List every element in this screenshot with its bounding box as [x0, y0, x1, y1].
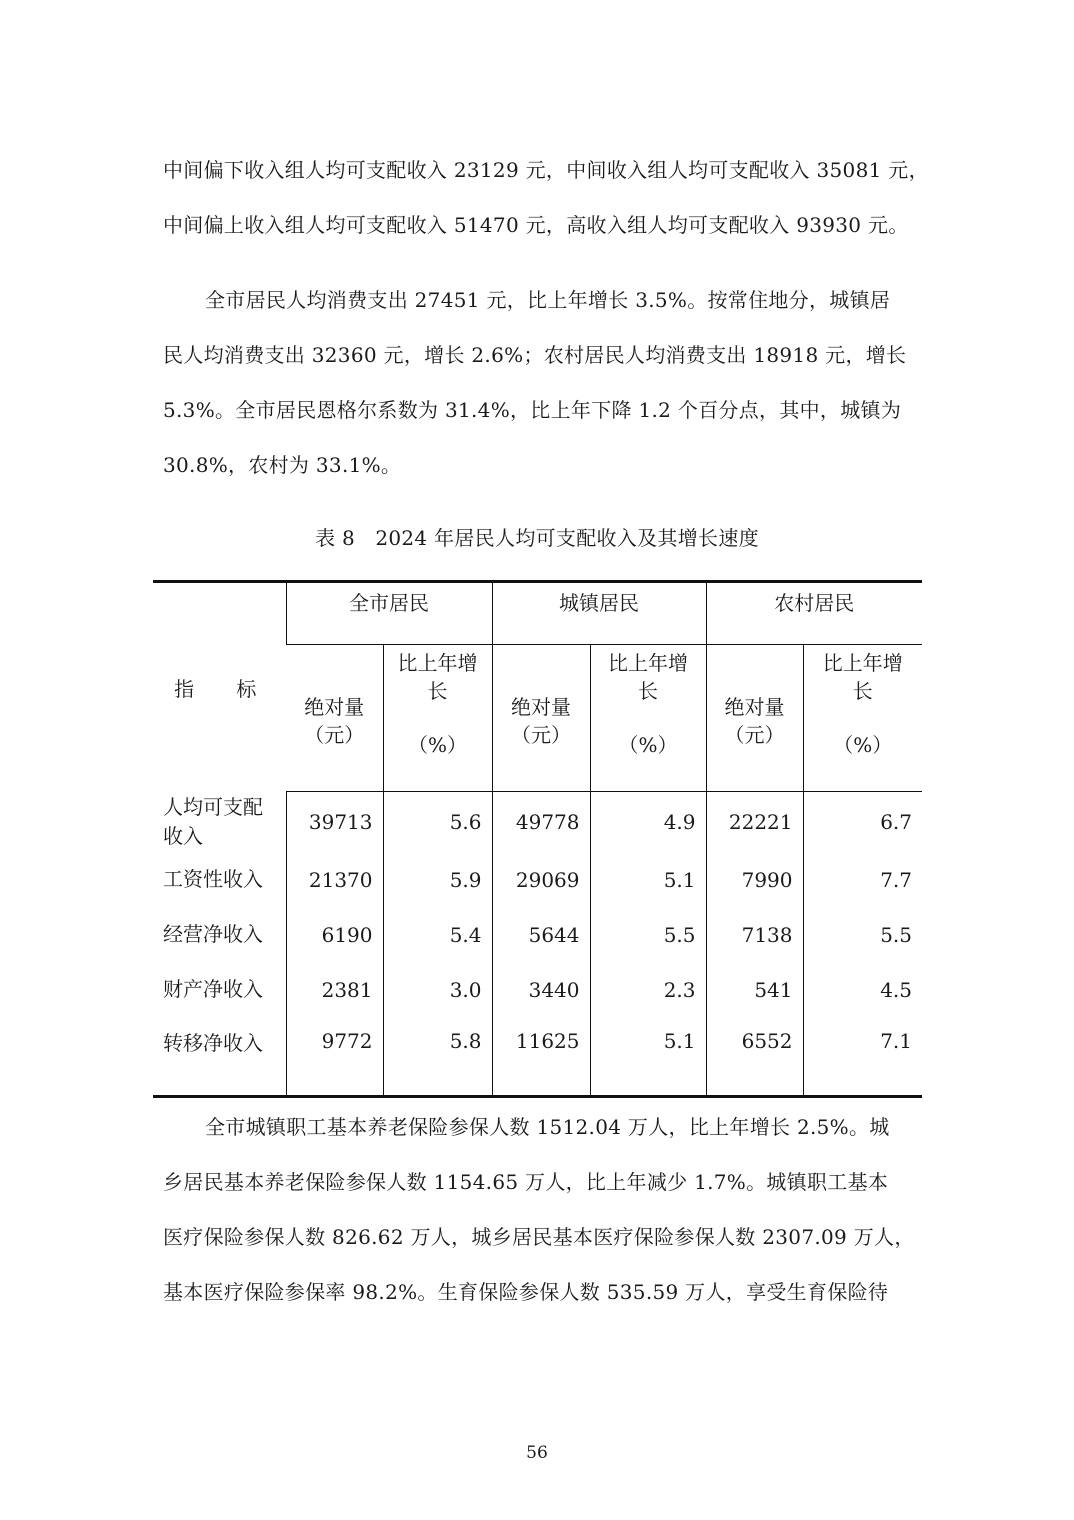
cell-value: 4.5 [803, 962, 922, 1017]
cell-value: 7.7 [803, 852, 922, 907]
subheader-growth-label: 比上年增 [608, 651, 688, 675]
cell-value: 7138 [706, 907, 803, 962]
subheader-absolute-unit: （元） [304, 723, 365, 747]
indicator-header: 指 标 [174, 676, 275, 701]
cell-value: 6552 [706, 1017, 803, 1097]
cell-value: 5.4 [383, 907, 492, 962]
paragraph-social-insurance [163, 1100, 913, 1320]
row-label: 工资性收入 [163, 867, 263, 891]
cell-value: 5.9 [383, 852, 492, 907]
subheader-absolute-label: 绝对量 [511, 695, 571, 719]
paragraph-consumption [163, 273, 913, 493]
row-label: 转移净收入 [163, 1031, 263, 1055]
cell-value: 9772 [286, 1017, 383, 1097]
cell-value: 2.3 [590, 962, 706, 1017]
subheader-absolute-unit: （元） [511, 723, 571, 747]
subheader-growth-unit: （%） [833, 733, 893, 757]
cell-value: 4.9 [590, 792, 706, 853]
cell-value: 5.5 [803, 907, 922, 962]
cell-value: 541 [706, 962, 803, 1017]
table-row [153, 907, 922, 962]
cell-value: 11625 [492, 1017, 590, 1097]
subheader-absolute-unit: （元） [724, 723, 785, 747]
table-row [153, 792, 922, 853]
subheader-growth-unit: （%） [407, 733, 467, 757]
subheader-growth [803, 645, 922, 792]
table-row [153, 852, 922, 907]
cell-value: 3.0 [383, 962, 492, 1017]
row-label: 经营净收入 [163, 922, 263, 946]
text-line: 中间偏下收入组人均可支配收入 23129 元，中间收入组人均可支配收入 35081 元， [163, 158, 929, 182]
subheader-growth [590, 645, 706, 792]
subheader-growth-unit: （%） [618, 733, 678, 757]
group-header-urban: 城镇居民 [492, 582, 706, 645]
cell-value: 5644 [492, 907, 590, 962]
cell-value: 5.1 [590, 852, 706, 907]
subheader-absolute [492, 645, 590, 792]
group-header-rural: 农村居民 [706, 582, 922, 645]
cell-value: 5.1 [590, 1017, 706, 1097]
subheader-growth-label: 比上年增 [822, 651, 903, 675]
table-caption: 表 8 2024 年居民人均可支配收入及其增长速度 [315, 526, 759, 550]
text-line: 中间偏上收入组人均可支配收入 51470 元，高收入组人均可支配收入 93930 元。 [163, 213, 909, 237]
subheader-absolute [286, 645, 383, 792]
row-label [153, 792, 286, 853]
cell-value: 29069 [492, 852, 590, 907]
text-line: 基本医疗保险参保率 98.2%。生育保险参保人数 535.59 万人，享受生育保险待 [163, 1280, 889, 1304]
text-line: 全市城镇职工基本养老保险参保人数 1512.04 万人，比上年增长 2.5%。城 [205, 1115, 890, 1139]
cell-value: 6.7 [803, 792, 922, 853]
text-line: 30.8%，农村为 33.1%。 [163, 453, 402, 477]
text-line: 医疗保险参保人数 826.62 万人，城乡居民基本医疗保险参保人数 2307.09 万人， [163, 1225, 915, 1249]
subheader-growth-label: 长 [852, 679, 873, 703]
cell-value: 5.6 [383, 792, 492, 853]
text-line: 乡居民基本养老保险参保人数 1154.65 万人，比上年减少 1.7%。城镇职工基本 [163, 1170, 889, 1194]
row-label: 财产净收入 [163, 977, 263, 1001]
cell-value: 6190 [286, 907, 383, 962]
subheader-growth [383, 645, 492, 792]
group-header-city: 全市居民 [286, 582, 492, 645]
table-row [153, 1017, 922, 1097]
cell-value: 21370 [286, 852, 383, 907]
subheader-absolute-label: 绝对量 [304, 695, 365, 719]
cell-value: 3440 [492, 962, 590, 1017]
page-number: 56 [526, 1443, 548, 1463]
cell-value: 39713 [286, 792, 383, 853]
text-line: 民人均消费支出 32360 元，增长 2.6%；农村居民人均消费支出 18918 元，增长 [163, 343, 907, 367]
text-line: 5.3%。全市居民恩格尔系数为 31.4%，比上年下降 1.2 个百分点，其中，城镇为 [163, 398, 902, 422]
cell-value: 7.1 [803, 1017, 922, 1097]
cell-value: 5.8 [383, 1017, 492, 1097]
cell-value: 2381 [286, 962, 383, 1017]
income-table [153, 580, 922, 1098]
subheader-absolute-label: 绝对量 [724, 695, 785, 719]
cell-value: 49778 [492, 792, 590, 853]
subheader-growth-label: 比上年增 [397, 651, 478, 675]
cell-value: 5.5 [590, 907, 706, 962]
row-label-line: 人均可支配 [163, 794, 263, 819]
text-line: 全市居民人均消费支出 27451 元，比上年增长 3.5%。按常住地分，城镇居 [205, 288, 891, 312]
subheader-growth-label: 长 [638, 679, 658, 703]
cell-value: 7990 [706, 852, 803, 907]
paragraph-income-groups [163, 143, 929, 253]
subheader-growth-label: 长 [427, 679, 448, 703]
row-label-line: 收入 [163, 823, 203, 848]
subheader-absolute [706, 645, 803, 792]
cell-value: 22221 [706, 792, 803, 853]
table-row [153, 962, 922, 1017]
